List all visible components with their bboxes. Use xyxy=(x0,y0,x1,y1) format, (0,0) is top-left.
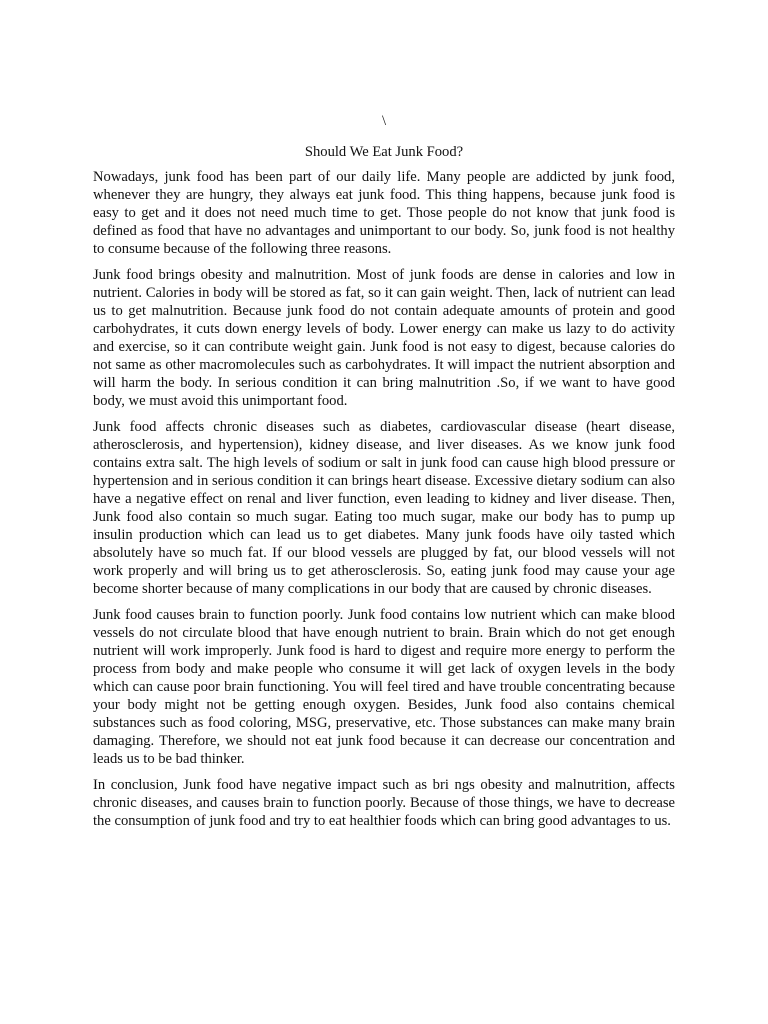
document-page xyxy=(93,112,675,838)
paragraph-chronic-diseases: Junk food affects chronic diseases such as diabetes, cardiovascular disease (heart disease, atherosclerosis, and hypertension), kidney disease, and liver diseases. As we know junk food contains extra salt. The high levels of sodium or salt in junk food can cause high blood pressure or hypertension and in serious condition it can brings heart disease. Excessive dietary sodium can also have a negative effect on renal and liver function, even leading to kidney and liver disease. Then, Junk food also contain so much sugar. Eating too much sugar, make our body has to pump up insulin production which can lead us to get diabetes. Many junk foods have oily tasted which absolutely have so much fat. If our blood vessels are plugged by fat, our blood vessels will not work properly and will bring us to get atherosclerosis. So, eating junk food may cause your age become shorter because of many complications in our body that are caused by chronic diseases. xyxy=(93,419,675,597)
paragraph-conclusion: In conclusion, Junk food have negative impact such as bri ngs obesity and malnutrition, affects chronic diseases, and causes brain to function poorly. Because of those things, we have to decrease the consumption of junk food and try to eat healthier foods which can bring good advantages to us. xyxy=(93,777,675,829)
backslash-mark: \ xyxy=(381,113,387,129)
paragraph-obesity-malnutrition: Junk food brings obesity and malnutrition. Most of junk foods are dense in calories and low in nutrient. Calories in body will be stored as fat, so it can gain weight. Then, lack of nutrient can lead us to get malnutrition. Because junk food do not contain adequate amounts of protein and good carbohydrates, it cuts down energy levels of body. Lower energy can make us lazy to do activity and exercise, so it can contribute weight gain. Junk food is not easy to digest, because calories do not same as other macromolecules such as carbohydrates. It will impact the nutrient absorption and will harm the body. In serious condition it can bring malnutrition .So, if we want to have good body, we must avoid this unimportant food. xyxy=(93,267,675,409)
document-title: Should We Eat Junk Food? xyxy=(304,144,464,160)
paragraph-introduction: Nowadays, junk food has been part of our daily life. Many people are addicted by junk food, whenever they are hungry, they always eat junk food. This thing happens, because junk food is easy to get and it does not need much time to get. Those people do not know that junk food is defined as food that have no advantages and unimportant to our body. So, junk food is not healthy to consume because of the following three reasons. xyxy=(93,169,675,257)
paragraph-brain-function: Junk food causes brain to function poorly. Junk food contains low nutrient which can make blood vessels do not circulate blood that have enough nutrient to brain. Brain which do not get enough nutrient will work improperly. Junk food is hard to digest and require more energy to perform the process from body and make people who consume it will get lack of oxygen levels in the body which can cause poor brain functioning. You will feel tired and have trouble concentrating because your body might not be getting enough oxygen. Besides, Junk food also contains chemical substances such as food coloring, MSG, preservative, etc. Those substances can make many brain damaging. Therefore, we should not eat junk food because it can decrease our concentration and leads us to be bad thinker. xyxy=(93,607,675,767)
